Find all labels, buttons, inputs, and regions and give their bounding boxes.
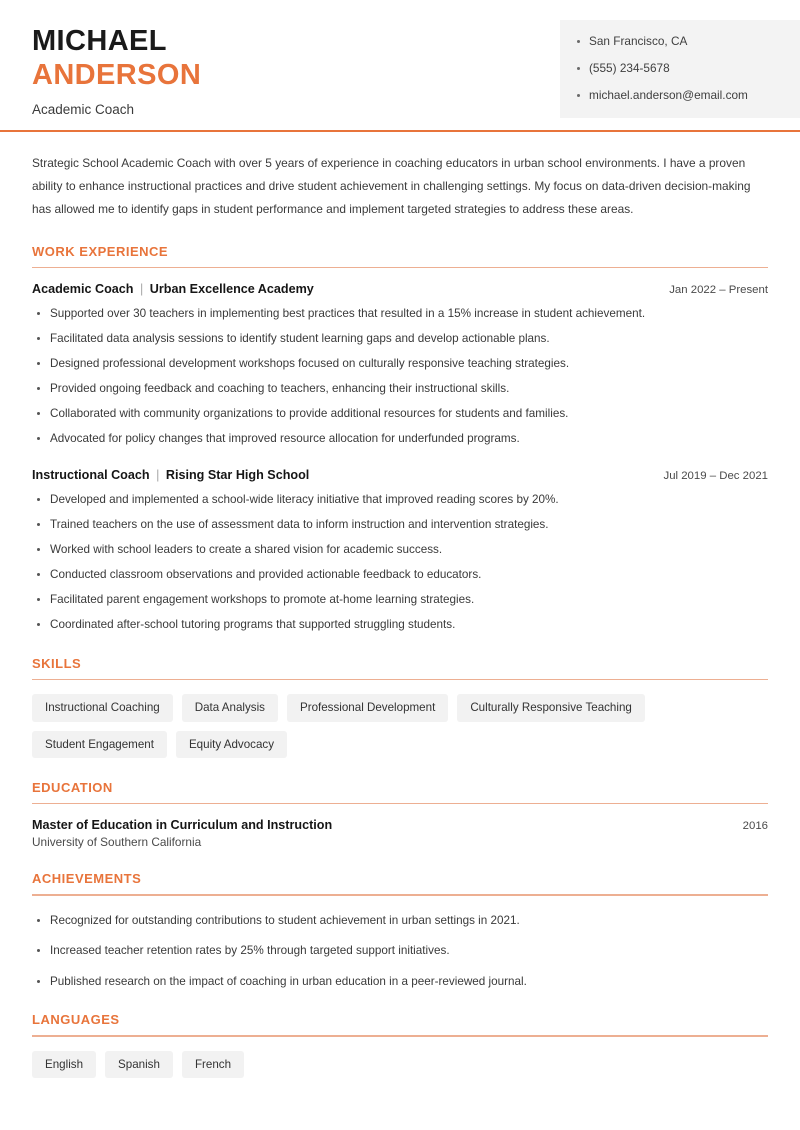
list-item: Coordinated after-school tutoring programs that supported struggling students.	[32, 616, 768, 634]
skills-tag-list	[32, 694, 768, 758]
resume-header	[0, 0, 800, 130]
contact-list	[576, 34, 800, 104]
skill-tag: Instructional Coaching	[32, 694, 173, 721]
skill-tag: Data Analysis	[182, 694, 278, 721]
section-rule	[32, 1035, 768, 1037]
experience-entry-head	[32, 468, 768, 482]
experience-entry	[32, 468, 768, 634]
last-name: ANDERSON	[32, 59, 202, 92]
list-item: Facilitated data analysis sessions to identify student learning gaps and develop actionable plans.	[32, 330, 768, 348]
languages-tag-list	[32, 1051, 768, 1078]
experience-title-line	[32, 468, 309, 482]
header-divider	[0, 130, 800, 132]
list-item: Developed and implemented a school-wide literacy initiative that improved reading scores by 20%.	[32, 491, 768, 509]
experience-entry	[32, 282, 768, 448]
professional-summary: Strategic School Academic Coach with over 5 years of experience in coaching educators in urban school environments. I have a proven ability to enhance instructional practices and drive student achievement in challenging settings. My focus on data-driven decision-making has allowed me to identify gaps in student performance and implement targeted strategies to address these areas.	[32, 156, 751, 217]
section-rule	[32, 267, 768, 269]
skill-tag: Culturally Responsive Teaching	[457, 694, 645, 721]
skill-tag: Student Engagement	[32, 731, 167, 758]
section-title-education: EDUCATION	[32, 779, 113, 795]
list-item: Facilitated parent engagement workshops to promote at-home learning strategies.	[32, 591, 768, 609]
section-work-experience	[32, 244, 768, 634]
contact-location: San Francisco, CA	[576, 34, 800, 50]
section-title-languages: LANGUAGES	[32, 1012, 120, 1028]
experience-title-line	[32, 282, 314, 296]
section-skills	[32, 656, 768, 758]
experience-company: Urban Excellence Academy	[149, 282, 314, 297]
contact-email: michael.anderson@email.com	[576, 88, 800, 104]
list-item: Collaborated with community organizations to provide additional resources for students and families.	[32, 405, 768, 423]
section-title-achievements: ACHIEVEMENTS	[32, 871, 142, 887]
section-rule	[32, 679, 768, 681]
experience-entry-head	[32, 282, 768, 296]
education-entry	[32, 818, 768, 849]
experience-bullets	[32, 305, 768, 448]
list-item: Recognized for outstanding contributions to student achievement in urban settings in 2021.	[32, 912, 768, 930]
list-item: Designed professional development workshops focused on culturally responsive teaching strategies.	[32, 355, 768, 373]
section-rule	[32, 894, 768, 896]
list-item: Supported over 30 teachers in implementing best practices that resulted in a 15% increase in student achievement.	[32, 305, 768, 323]
title-separator: |	[140, 282, 144, 297]
education-degree: Master of Education in Curriculum and Instruction	[32, 818, 333, 833]
list-item: Advocated for policy changes that improved resource allocation for underfunded programs.	[32, 430, 768, 448]
language-tag: English	[32, 1051, 96, 1078]
skill-tag: Equity Advocacy	[176, 731, 287, 758]
experience-date: Jul 2019 – Dec 2021	[663, 469, 768, 482]
section-rule	[32, 803, 768, 805]
experience-bullets	[32, 491, 768, 634]
section-title-skills: SKILLS	[32, 655, 82, 671]
language-tag: Spanish	[105, 1051, 173, 1078]
first-name: MICHAEL	[32, 25, 167, 57]
job-role: Academic Coach	[32, 102, 135, 118]
section-achievements	[32, 871, 768, 990]
contact-box	[560, 20, 800, 118]
experience-date: Jan 2022 – Present	[669, 284, 768, 297]
skill-tag: Professional Development	[287, 694, 448, 721]
education-year: 2016	[742, 820, 768, 833]
title-separator: |	[156, 467, 160, 482]
identity-block	[0, 0, 201, 117]
experience-role: Instructional Coach	[32, 467, 150, 482]
section-languages	[32, 1012, 768, 1078]
education-school: University of Southern California	[32, 835, 202, 850]
section-education	[32, 780, 768, 850]
experience-role: Academic Coach	[32, 282, 134, 297]
list-item: Published research on the impact of coaching in urban education in a peer-reviewed journal.	[32, 973, 768, 991]
list-item: Worked with school leaders to create a shared vision for academic success.	[32, 541, 768, 559]
list-item: Trained teachers on the use of assessment data to inform instruction and intervention strategies.	[32, 516, 768, 534]
experience-company: Rising Star High School	[165, 467, 310, 482]
language-tag: French	[182, 1051, 244, 1078]
achievements-list	[32, 912, 768, 991]
list-item: Increased teacher retention rates by 25% through targeted support initiatives.	[32, 942, 768, 960]
section-title-experience: WORK EXPERIENCE	[32, 243, 169, 259]
contact-phone: (555) 234-5678	[576, 61, 800, 77]
list-item: Conducted classroom observations and provided actionable feedback to educators.	[32, 566, 768, 584]
resume-body	[0, 152, 800, 1078]
education-entry-head	[32, 818, 768, 832]
list-item: Provided ongoing feedback and coaching to teachers, enhancing their instructional skills.	[32, 380, 768, 398]
